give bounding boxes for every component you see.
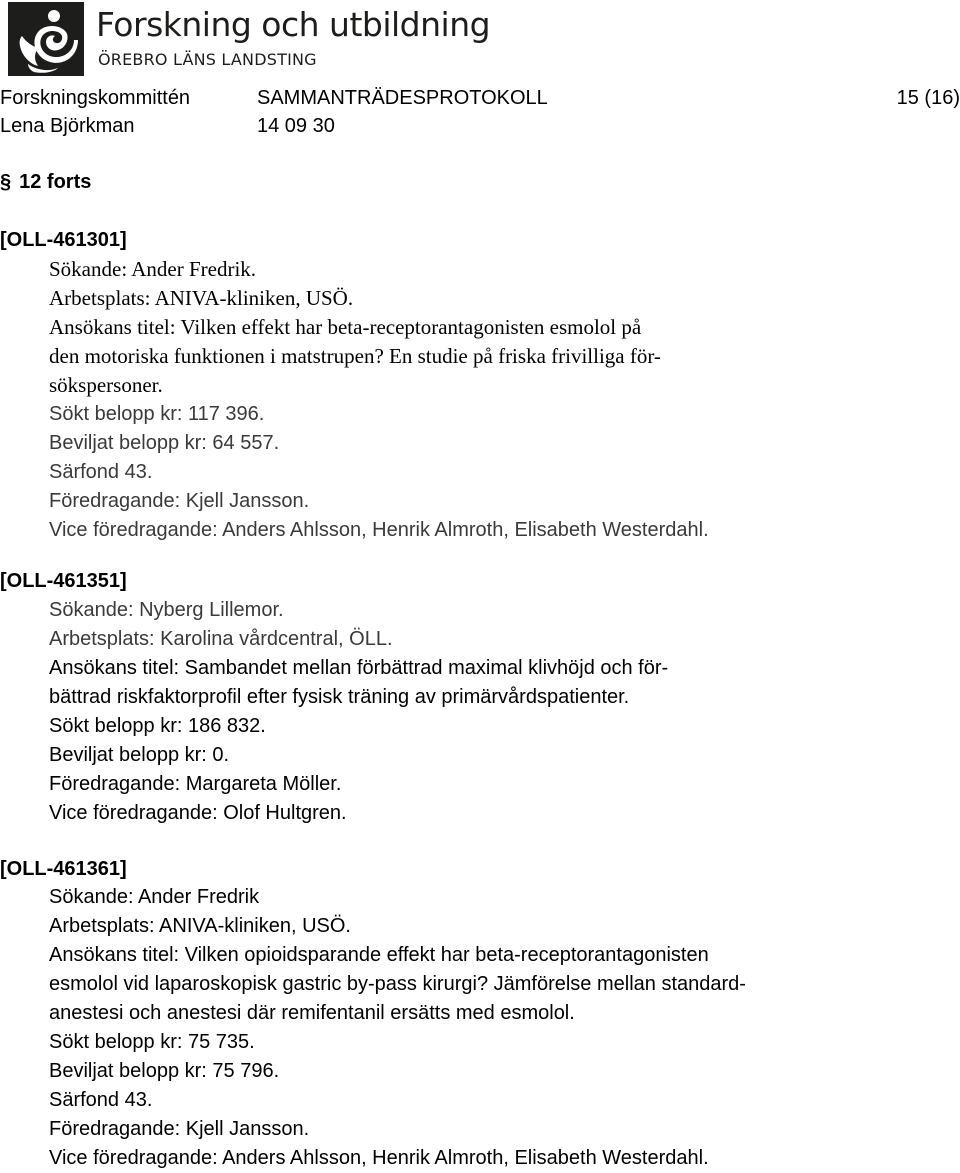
entry-line: Ansökans titel: Sambandet mellan förbättrad maximal klivhöjd och för-: [49, 657, 669, 679]
entry-line: Arbetsplats: ANIVA-kliniken, USÖ.: [49, 915, 351, 937]
org-subtitle: ÖREBRO LÄNS LANDSTING: [98, 50, 317, 69]
entry-id: [OLL-461361]: [0, 858, 127, 880]
entry-line: sökspersoner.: [49, 373, 163, 397]
entry-line: anestesi och anestesi där remifentanil ersätts med esmolol.: [49, 1002, 575, 1024]
header-doc-type: SAMMANTRÄDESPROTOKOLL: [257, 87, 548, 109]
entry-line: Sökt belopp kr: 186 832.: [49, 715, 266, 737]
entry-line: den motoriska funktionen i matstrupen? En studie på friska frivilliga för-: [49, 344, 661, 368]
entry-details: [49, 255, 709, 545]
section-heading: [0, 168, 91, 196]
entry-line: Beviljat belopp kr: 75 796.: [49, 1060, 280, 1082]
entry-line: Sökt belopp kr: 75 735.: [49, 1031, 255, 1053]
letterhead: [8, 2, 568, 76]
entry-details: [49, 596, 668, 828]
entry-line: bättrad riskfaktorprofil efter fysisk träning av primärvårdspatienter.: [49, 686, 630, 708]
org-name: Forskning och utbildning: [96, 5, 491, 44]
entry-line: Föredragande: Kjell Jansson.: [49, 1118, 310, 1140]
entry-line: Sökande: Ander Fredrik: [49, 886, 260, 908]
entry-details: [49, 883, 746, 1173]
entry-line: Vice föredragande: Olof Hultgren.: [49, 802, 347, 824]
header-committee: Forskningskommittén: [0, 87, 191, 109]
section-symbol: §: [0, 171, 12, 193]
header-author: Lena Björkman: [0, 115, 135, 137]
entry-line: Sökande: Nyberg Lillemor.: [49, 599, 284, 621]
landsting-logo-icon: [8, 2, 84, 76]
entry-id: [OLL-461351]: [0, 570, 127, 592]
entry-id: [OLL-461301]: [0, 229, 127, 251]
entry-line: esmolol vid laparoskopisk gastric by-pass kirurgi? Jämförelse mellan standard-: [49, 973, 746, 995]
entry-line: Föredragande: Margareta Möller.: [49, 773, 342, 795]
entry-line: Sökt belopp kr: 117 396.: [49, 403, 265, 425]
entry-line: Arbetsplats: ANIVA-kliniken, USÖ.: [49, 286, 354, 310]
entry-line: Vice föredragande: Anders Ahlsson, Henrik Almroth, Elisabeth Westerdahl.: [49, 1147, 709, 1169]
entry-line: Föredragande: Kjell Jansson.: [49, 490, 310, 512]
entry-line: Särfond 43.: [49, 461, 153, 483]
entry-line: Beviljat belopp kr: 64 557.: [49, 432, 280, 454]
section-title-text: 12 forts: [19, 171, 92, 193]
header-page-number: 15 (16): [896, 87, 960, 109]
entry-line: Ansökans titel: Vilken opioidsparande effekt har beta-receptorantagonisten: [49, 944, 709, 966]
entry-line: Beviljat belopp kr: 0.: [49, 744, 230, 766]
entry-line: Arbetsplats: Karolina vårdcentral, ÖLL.: [49, 628, 393, 650]
entry-line: Vice föredragande: Anders Ahlsson, Henrik Almroth, Elisabeth Westerdahl.: [49, 519, 709, 541]
entry-line: Särfond 43.: [49, 1089, 153, 1111]
header-date: 14 09 30: [257, 115, 335, 137]
entry-line: Sökande: Ander Fredrik.: [49, 257, 257, 281]
entry-line: Ansökans titel: Vilken effekt har beta-receptorantagonisten esmolol på: [49, 315, 642, 339]
